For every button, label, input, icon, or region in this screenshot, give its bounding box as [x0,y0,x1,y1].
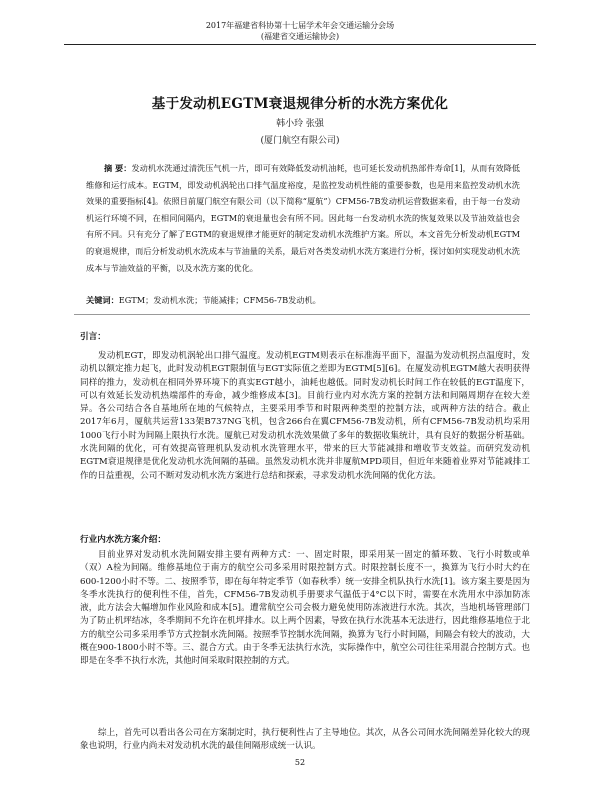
paper-authors: 韩小玲 张强 [276,119,324,129]
paper-affiliation: (厦门航空有限公司) [260,136,340,146]
industry-paragraph: 目前业界对发动机水洗间隔安排主要有两种方式：一、固定时限，即采用某一固定的循环数、飞行小时数或单（双）A检为间隔。维修基地位于南方的航空公司多采用时限控制方式。时限控制长度不一，换算为飞行小时大约在600-1200小时不等。二、按照季节，即在每年特定季节（如春秋季）统一安排全机队执行水洗[1]。该方案主要是因为冬季水洗执行的便利性不佳，首先，CFM56-7B发动机手册要求气温低于4°C以下时，需要在水洗用水中添加防冻液，此方法会大幅增加作业风险和成本[5]。遭常航空公司会极力避免使用防冻液进行水洗。其次，当地机场管理部门为了防止机坪结冰，冬季期间不允许在机坪排水。以上两个因素，导致在执行水洗基本无法进行，因此维修基地位于北方的航空公司多采用季节方式控制水洗间隔。按照季节控制水洗间隔，换算为飞行小时间隔，间隔会有较大的波动，大概在900-1800小时不等。三、混合方式。由于冬季无法执行水洗，实际操作中，航空公司往往采用混合控制方式。也即是在冬季不执行水洗，其他时间采取时限控制的方式。 [80,550,530,667]
abstract [86,160,520,276]
intro-heading: 引言： [80,332,106,342]
summary-paragraph: 综上，首先可以看出各公司在方案制定时，执行便利性占了主导地位。其次，从各公司间水洗间隔差异化较大的现象也说明，行业内尚未对发动机水洗的最佳间隔形成统一认识。 [80,728,530,752]
keywords-text: EGTM；发动机水洗；节能减排；CFM56-7B发动机。 [118,295,321,305]
industry-heading: 行业内水洗方案介绍： [80,535,166,545]
section-divider [74,314,530,315]
header-rule [64,44,536,45]
abstract-text: 发动机水洗通过清洗压气机一片，即可有效降低发动机油耗，也可延长发动机热部件寿命[1]，从而有效降低维修和运行成本。EGTM，即发动机涡轮出口排气温度裕度，是监控发动机性能的重要参数，也是用来监控发动机水洗效果的重要指标[4]。依照目前厦门航空有限公司（以下简称“厦航”）CFM56-7B发动机运营数据来看，由于每一台发动机运行环境不同，在相同间隔内，EGTM的衰退量也会有所不同。因此每一台发动机水洗的恢复效果以及节油效益也会有所不同。只有充分了解了EGTM的衰退规律才能更好的制定发动机水洗维护方案。所以，本文首先分析发动机EGTM的衰退规律，而后分析发动机水洗成本与节油量的关系，最后对各类发动机水洗方案进行分析，探讨如何实现发动机水洗成本与节油效益的平衡，以及水洗方案的优化。 [86,163,520,273]
abstract-label: 摘 要： [104,163,132,173]
organizer-name: (福建省交通运输协会) [260,32,340,41]
running-head [0,20,600,42]
conference-name: 2017年福建省科协第十七届学术年会交通运输分会场 [205,21,395,30]
paper-title: 基于发动机EGTM衰退规律分析的水洗方案优化 [151,96,449,112]
keywords [86,295,520,306]
intro-paragraph: 发动机EGT，即发动机涡轮出口排气温度。发动机EGTM则表示在标准海平面下，湿温为发动机拐点温度时，发动机以额定推力起飞，此时发动机EGT限制值与EGT实际值之差即为EGTM[5][6]。在厦发动机EGTM越大表明获得同样的推力，发动机在相同外界环境下的真实EGT越小，油耗也越低。同时发动机长时间工作在较低的EGT温度下，可以有效延长发动机热端部件的寿命，减少维修成本[3]。目前行业内对水洗方案的控制方法和间隔周期存在较大差异。各公司结合各自基地所在地的气候特点，主要采用季节和时限两种类型的控制方法，或两种方法的结合。截止2017年6月，厦航共运营133架B737NG飞机，包含266台在翼CFM56-7B发动机，所有CFM56-7B发动机均采用1000飞行小时为间隔上限执行水洗。厦航已对发动机水洗效果做了多年的数据收集统计，具有良好的数据分析基础。水洗间隔的优化，可有效提高管理机队发动机水洗管理水平，带来的巨大节能减排和增收节支效益。而研究发动机EGTM衰退规律是优化发动机水洗间隔的基础。虽然发动机水洗并非厦航MPD项目，但近年来随着业界对节能减排工作的日益重视，公司不断对发动机水洗方案进行总结和探索，寻求发动机水洗间隔的优化方法。 [80,351,530,481]
page-number: 52 [294,758,306,767]
keywords-label: 关键词： [86,295,119,305]
